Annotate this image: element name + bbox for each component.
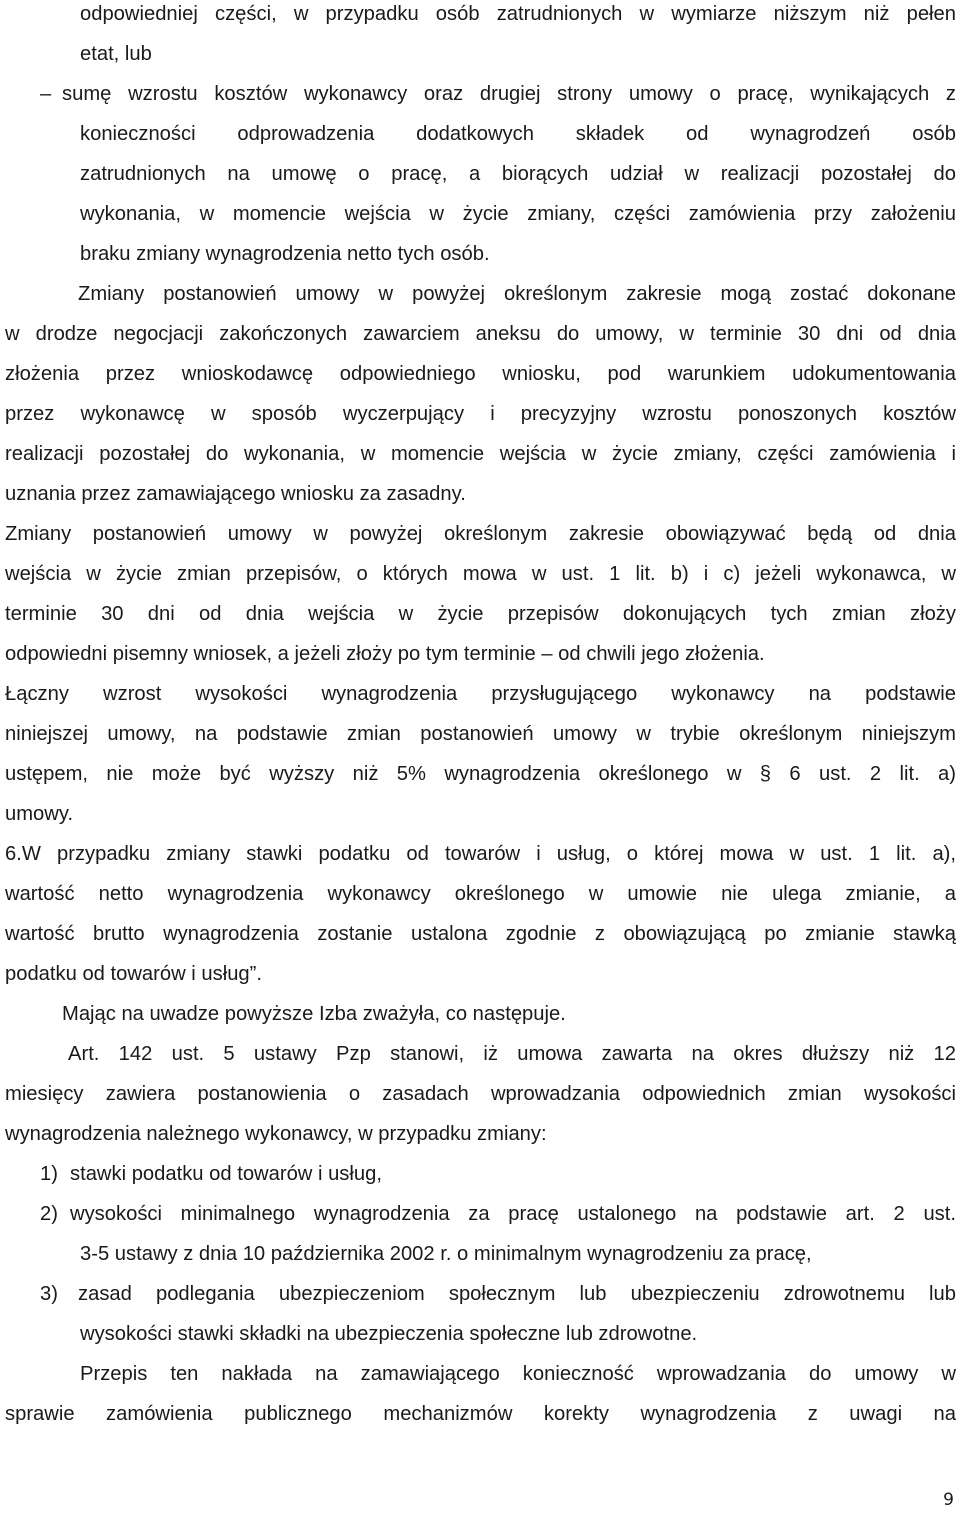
paragraph-first-line: Zmiany postanowień umowy w powyżej określonym zakresie obowiązywać będą od dnia: [5, 523, 956, 545]
text-line: umowy.: [5, 803, 74, 825]
paragraph-first-line: Łączny wzrost wysokości wynagrodzenia przysługującego wykonawcy na podstawie: [5, 683, 956, 705]
text-line: realizacji pozostałej do wykonania, w momencie wejścia w życie zmiany, części zamówienia i: [5, 443, 956, 465]
text-line: konieczności odprowadzenia dodatkowych składek od wynagrodzeń osób: [80, 123, 956, 145]
list-item-text: wysokości stawki składki na ubezpieczenia społeczne lub zdrowotne.: [80, 1323, 698, 1345]
list-item-text: 3-5 ustawy z dnia 10 października 2002 r. o minimalnym wynagrodzeniu za pracę,: [80, 1243, 812, 1265]
list-item-text: wysokości minimalnego wynagrodzenia za pracę ustalonego na podstawie art. 2 ust.: [70, 1203, 956, 1225]
paragraph-first-line: Art. 142 ust. 5 ustawy Pzp stanowi, iż umowa zawarta na okres dłuższy niż 12: [68, 1043, 956, 1065]
text-line: uznania przez zamawiającego wniosku za zasadny.: [5, 483, 466, 505]
list-number: 3): [40, 1283, 58, 1305]
paragraph-first-line: Przepis ten nakłada na zamawiającego konieczność wprowadzania do umowy w: [80, 1363, 956, 1385]
list-number: 1): [40, 1163, 58, 1185]
list-item-text: zasad podlegania ubezpieczeniom społecznym lub ubezpieczeniu zdrowotnemu lub: [78, 1283, 956, 1305]
text-line: etat, lub: [80, 43, 152, 65]
page-number: 9: [943, 1490, 954, 1510]
text-line: niniejszej umowy, na podstawie zmian postanowień umowy w trybie określonym niniejszym: [5, 723, 956, 745]
text-line: sumę wzrostu kosztów wykonawcy oraz drugiej strony umowy o pracę, wynikających z: [62, 83, 956, 105]
text-line: sprawie zamówienia publicznego mechanizmów korekty wynagrodzenia z uwagi na: [5, 1403, 956, 1425]
text-line: ustępem, nie może być wyższy niż 5% wynagrodzenia określonego w § 6 ust. 2 lit. a): [5, 763, 956, 785]
text-line: zatrudnionych na umowę o pracę, a biorących udział w realizacji pozostałej do: [80, 163, 956, 185]
list-item-text: stawki podatku od towarów i usług,: [70, 1163, 382, 1185]
text-line: odpowiedniej części, w przypadku osób zatrudnionych w wymiarze niższym niż pełen: [80, 3, 956, 25]
text-line: miesięcy zawiera postanowienia o zasadach wprowadzania odpowiednich zmian wysokości: [5, 1083, 956, 1105]
text-line: przez wykonawcę w sposób wyczerpujący i precyzyjny wzrostu ponoszonych kosztów: [5, 403, 956, 425]
text-line: braku zmiany wynagrodzenia netto tych osób.: [80, 243, 490, 265]
text-line: wartość brutto wynagrodzenia zostanie ustalona zgodnie z obowiązującą po zmianie stawką: [5, 923, 956, 945]
list-dash-marker: –: [40, 83, 52, 105]
text-line: wejścia w życie zmian przepisów, o których mowa w ust. 1 lit. b) i c) jeżeli wykonawca, w: [5, 563, 956, 585]
text-line: złożenia przez wnioskodawcę odpowiedniego wniosku, pod warunkiem udokumentowania: [5, 363, 956, 385]
paragraph-first-line: 6.W przypadku zmiany stawki podatku od towarów i usług, o której mowa w ust. 1 lit. a),: [5, 843, 956, 865]
text-line: terminie 30 dni od dnia wejścia w życie przepisów dokonujących tych zmian złoży: [5, 603, 956, 625]
text-line: w drodze negocjacji zakończonych zawarciem aneksu do umowy, w terminie 30 dni od dnia: [5, 323, 956, 345]
paragraph-first-line: Zmiany postanowień umowy w powyżej określonym zakresie mogą zostać dokonane: [78, 283, 956, 305]
text-line: wynagrodzenia należnego wykonawcy, w przypadku zmiany:: [5, 1123, 547, 1145]
list-number: 2): [40, 1203, 58, 1225]
text-line: odpowiedni pisemny wniosek, a jeżeli złoży po tym terminie – od chwili jego złożenia.: [5, 643, 765, 665]
text-line: wartość netto wynagrodzenia wykonawcy określonego w umowie nie ulega zmianie, a: [5, 883, 956, 905]
paragraph-first-line: Mając na uwadze powyższe Izba zważyła, co następuje.: [62, 1003, 566, 1025]
text-line: podatku od towarów i usług”.: [5, 963, 262, 985]
text-line: wykonania, w momencie wejścia w życie zmiany, części zamówienia przy założeniu: [80, 203, 956, 225]
